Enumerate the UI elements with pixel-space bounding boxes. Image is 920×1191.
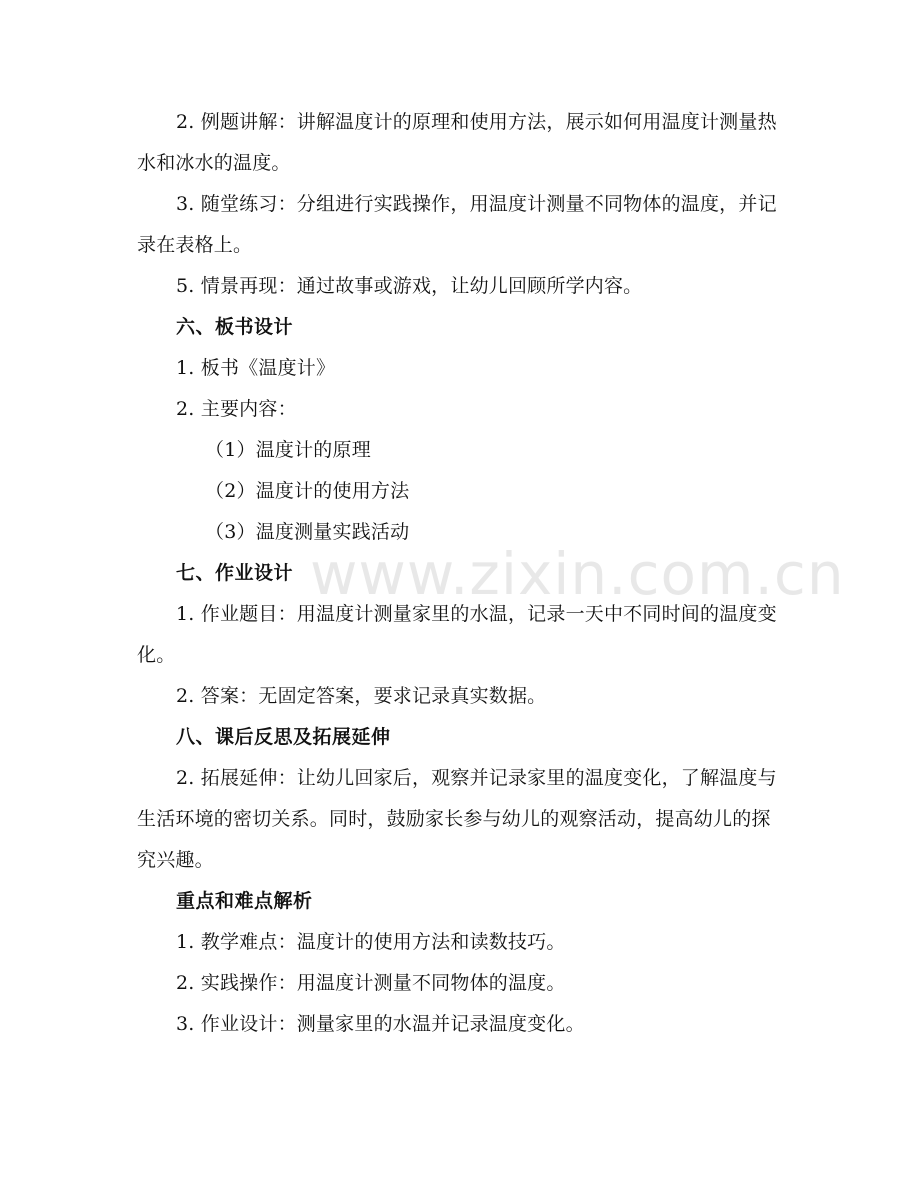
watermark: www.zixin.com.cn xyxy=(310,540,845,608)
board-item-1: 1. 板书《温度计》 xyxy=(176,357,336,379)
key-point-3: 3. 作业设计：测量家里的水温并记录温度变化。 xyxy=(176,1013,585,1035)
board-subitem-2: （2）温度计的使用方法 xyxy=(205,480,410,502)
heading-board-design: 六、板书设计 xyxy=(176,316,294,338)
paragraph-scenario-recreation: 5. 情景再现：通过故事或游戏，让幼儿回顾所学内容。 xyxy=(176,275,643,297)
paragraph-extension: 2. 拓展延伸：让幼儿回家后，观察并记录家里的温度变化，了解温度与生活环境的密切关系。同时，鼓励家长参与幼儿的观察活动，提高幼儿的探究兴趣。 xyxy=(137,767,777,871)
heading-reflection-extension: 八、课后反思及拓展延伸 xyxy=(176,726,391,748)
paragraph-class-practice: 3. 随堂练习：分组进行实践操作，用温度计测量不同物体的温度，并记录在表格上。 xyxy=(137,193,777,256)
heading-homework-design: 七、作业设计 xyxy=(176,562,294,584)
paragraph-homework-task: 1. 作业题目：用温度计测量家里的水温，记录一天中不同时间的温度变化。 xyxy=(137,603,777,666)
heading-key-points: 重点和难点解析 xyxy=(176,890,313,912)
board-item-2: 2. 主要内容： xyxy=(176,398,297,420)
key-point-1: 1. 教学难点：温度计的使用方法和读数技巧。 xyxy=(176,931,566,953)
board-subitem-1: （1）温度计的原理 xyxy=(205,439,371,461)
paragraph-homework-answer: 2. 答案：无固定答案，要求记录真实数据。 xyxy=(176,685,547,707)
board-subitem-3: （3）温度测量实践活动 xyxy=(205,521,410,543)
key-point-2: 2. 实践操作：用温度计测量不同物体的温度。 xyxy=(176,972,566,994)
paragraph-example-explanation: 2. 例题讲解：讲解温度计的原理和使用方法，展示如何用温度计测量热水和冰水的温度。 xyxy=(137,111,777,174)
